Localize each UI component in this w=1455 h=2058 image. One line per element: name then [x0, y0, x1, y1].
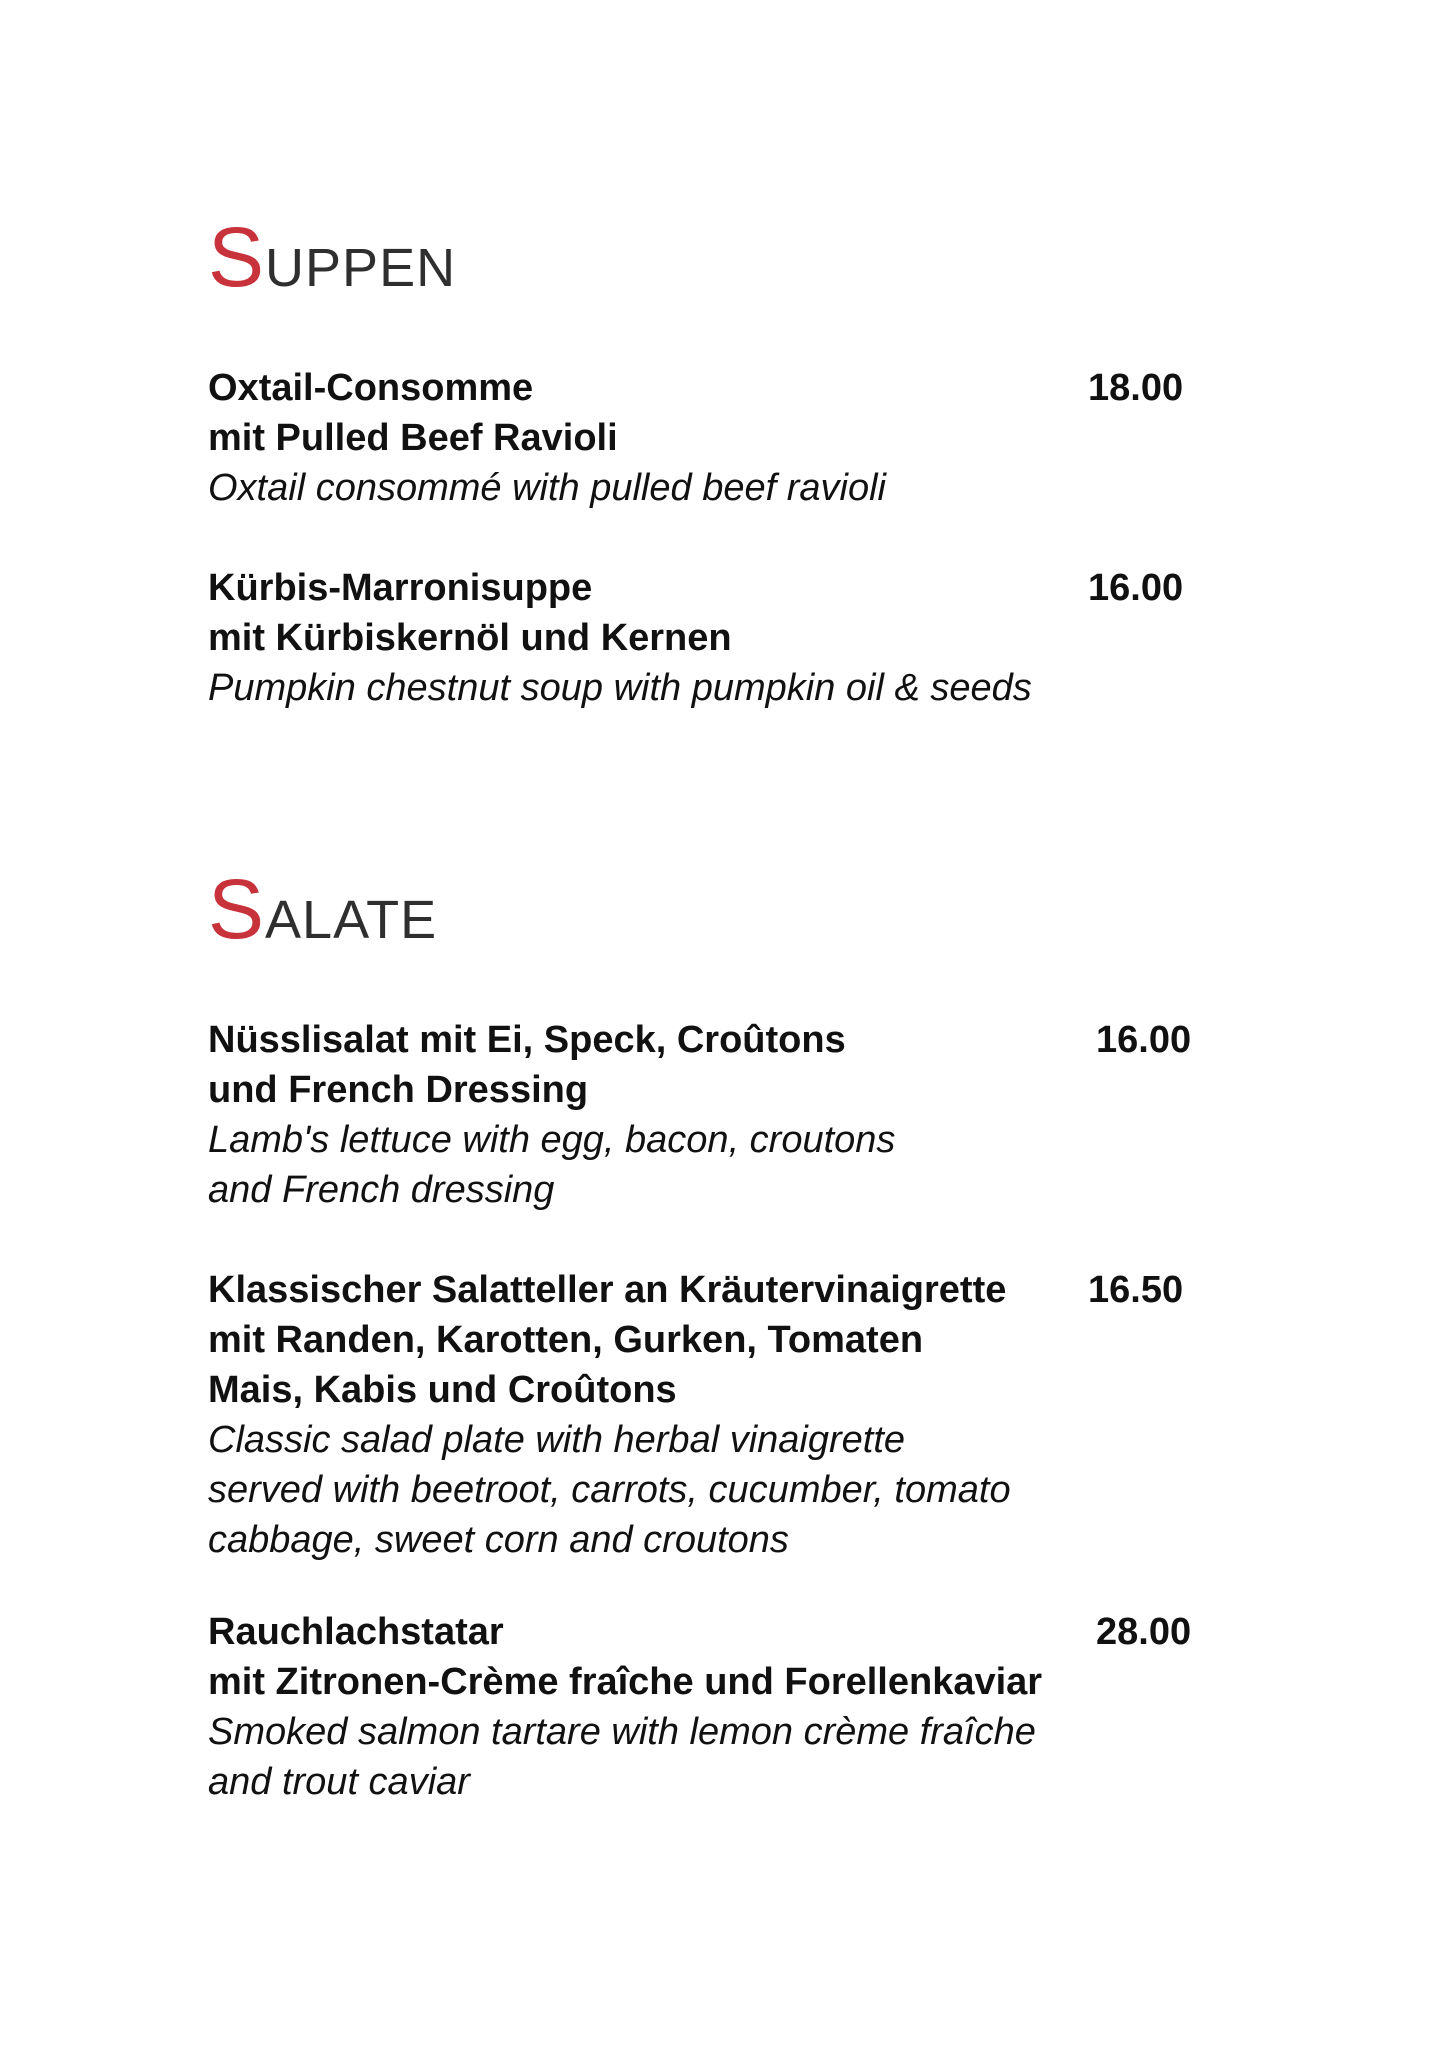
item-name-line: Mais, Kabis und Croûtons — [208, 1369, 677, 1411]
menu-item-klassischer-salatteller — [208, 1265, 1208, 1565]
item-name-line: und French Dressing — [208, 1069, 589, 1111]
item-description-line: Lamb's lettuce with egg, bacon, croutons — [208, 1119, 896, 1161]
item-name-line: mit Zitronen-Crème fraîche und Forellenkaviar — [208, 1661, 1043, 1703]
section-title-rest: UPPEN — [265, 238, 457, 298]
item-description-line: Oxtail consommé with pulled beef ravioli — [208, 467, 886, 509]
section-title-suppen — [208, 210, 1208, 304]
item-name-line: Kürbis-Marronisuppe — [208, 567, 593, 609]
item-name-line: mit Randen, Karotten, Gurken, Tomaten — [208, 1319, 924, 1361]
item-name-line: Klassischer Salatteller an Kräutervinaigrette — [208, 1269, 1007, 1311]
item-name-line: Rauchlachstatar — [208, 1611, 504, 1653]
item-name-line: Nüsslisalat mit Ei, Speck, Croûtons — [208, 1019, 846, 1061]
item-name-line: mit Kürbiskernöl und Kernen — [208, 617, 732, 659]
menu-item-nuesslisalat — [208, 1015, 1208, 1215]
item-name-line: mit Pulled Beef Ravioli — [208, 417, 618, 459]
item-description-line: and French dressing — [208, 1169, 555, 1211]
section-title-salate — [208, 862, 1208, 956]
menu-item-kuerbis-marronisuppe — [208, 563, 1208, 713]
section-salate — [208, 862, 1208, 1803]
item-description-line: Smoked salmon tartare with lemon crème fraîche — [208, 1711, 1036, 1753]
item-price: 16.00 — [1088, 567, 1184, 609]
section-title-rest: ALATE — [265, 890, 438, 950]
menu-item-rauchlachstatar — [208, 1607, 1208, 1807]
item-price: 18.00 — [1088, 367, 1184, 409]
menu-item-oxtail-consomme — [208, 363, 1208, 513]
item-name-line: Oxtail-Consomme — [208, 367, 534, 409]
item-price: 16.50 — [1088, 1269, 1184, 1311]
item-description-line: served with beetroot, carrots, cucumber, tomato — [208, 1469, 1011, 1511]
section-title-initial: S — [208, 210, 266, 304]
item-description-line: and trout caviar — [208, 1761, 470, 1803]
item-description-line: Pumpkin chestnut soup with pumpkin oil & seeds — [208, 667, 1032, 709]
section-title-initial: S — [208, 862, 266, 956]
item-description-line: Classic salad plate with herbal vinaigrette — [208, 1419, 906, 1461]
item-price: 28.00 — [1096, 1611, 1192, 1653]
section-suppen — [208, 210, 1208, 709]
item-description-line: cabbage, sweet corn and croutons — [208, 1519, 789, 1561]
item-price: 16.00 — [1096, 1019, 1192, 1061]
